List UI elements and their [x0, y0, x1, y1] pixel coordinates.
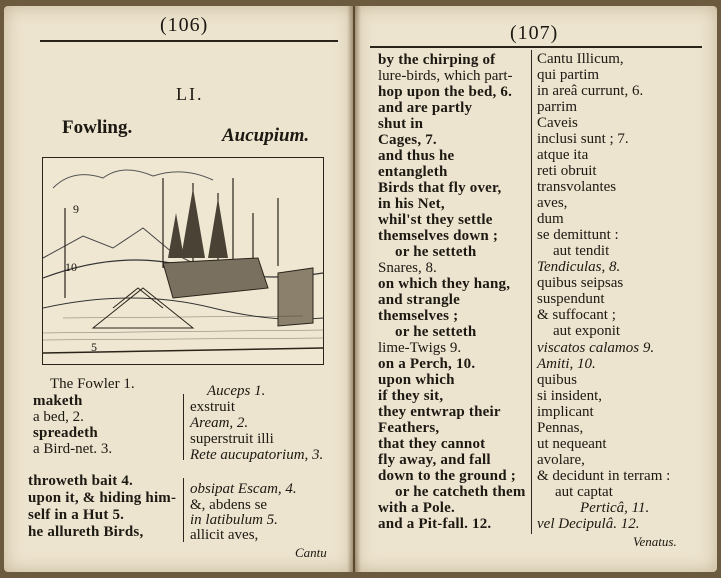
right-la-line-7: atque ita: [537, 147, 589, 163]
right-en-line-22: if they sit,: [378, 388, 444, 404]
left-la-line-9: allicit aves,: [190, 527, 259, 543]
left-en-line-7: upon it, & hiding him-: [28, 490, 177, 506]
right-la-line-3: in areâ currunt, 6.: [537, 83, 644, 99]
right-en-line-10: in his Net,: [378, 196, 445, 212]
right-la-line-16: suspendunt: [537, 291, 605, 307]
right-en-line-6: Cages, 7.: [378, 132, 437, 148]
right-en-line-7: and thus he: [378, 148, 455, 164]
fowling-woodcut-illustration: [42, 157, 324, 365]
left-la-line-8: in latibulum 5.: [190, 512, 278, 528]
right-la-line-24: Pennas,: [537, 420, 584, 436]
right-la-line-27: & decidunt in terram :: [537, 468, 671, 484]
right-la-line-23: implicant: [537, 404, 594, 420]
left-header-rule: [40, 40, 338, 42]
right-la-line-30: vel Decipulâ. 12.: [537, 516, 640, 532]
right-en-line-2: lure-birds, which part-: [378, 68, 513, 84]
right-la-line-20: Amiti, 10.: [537, 356, 596, 372]
right-page-number: (107): [510, 22, 559, 44]
left-column-divider-lower: [183, 478, 184, 542]
right-en-line-27: down to the ground ;: [378, 468, 516, 484]
right-en-line-26: fly away, and fall: [378, 452, 491, 468]
left-la-line-5: Rete aucupatorium, 3.: [190, 447, 324, 463]
left-la-line-7: &, abdens se: [190, 497, 268, 513]
right-en-line-21: upon which: [378, 372, 455, 388]
left-la-line-1: Auceps 1.: [207, 383, 266, 399]
right-en-line-24: Feathers,: [378, 420, 440, 436]
right-la-line-4: parrim: [537, 99, 577, 115]
right-la-line-22: si insident,: [537, 388, 603, 404]
left-page-number: (106): [160, 14, 209, 36]
left-la-line-3: Aream, 2.: [190, 415, 249, 431]
right-la-line-5: Caveis: [537, 115, 578, 131]
right-la-line-26: avolare,: [537, 452, 585, 468]
figure-label-10: 10: [65, 260, 77, 274]
right-en-line-3: hop upon the bed, 6.: [378, 84, 513, 100]
woodcut-engraving: [43, 158, 323, 364]
right-en-line-20: on a Perch, 10.: [378, 356, 476, 372]
left-en-line-1: The Fowler 1.: [50, 376, 135, 392]
right-en-line-23: they entwrap their: [378, 404, 501, 420]
right-la-line-15: quibus seipsas: [537, 275, 624, 291]
right-en-line-30: and a Pit-fall. 12.: [378, 516, 492, 532]
book-gutter: [347, 6, 361, 572]
left-column-divider-upper: [183, 394, 184, 460]
title-english: Fowling.: [62, 117, 133, 138]
right-en-line-19: lime-Twigs 9.: [378, 340, 462, 356]
right-en-line-8: entangleth: [378, 164, 448, 180]
left-en-line-9: he allureth Birds,: [28, 524, 144, 540]
right-la-line-9: transvolantes: [537, 179, 617, 195]
figure-label-9: 9: [73, 202, 79, 216]
right-en-line-17: themselves ;: [378, 308, 459, 324]
right-la-line-28: aut captat: [555, 484, 613, 500]
left-en-line-4: spreadeth: [33, 425, 98, 441]
right-en-line-29: with a Pole.: [378, 500, 455, 516]
right-en-line-25: that they cannot: [378, 436, 486, 452]
left-en-line-8: self in a Hut 5.: [28, 507, 125, 523]
right-la-line-8: reti obruit: [537, 163, 597, 179]
title-latin: Aucupium.: [222, 125, 310, 146]
right-la-line-25: ut nequeant: [537, 436, 607, 452]
right-la-line-12: se demittunt :: [537, 227, 619, 243]
right-la-line-17: & suffocant ;: [537, 307, 616, 323]
right-la-line-11: dum: [537, 211, 564, 227]
left-la-line-4: superstruit illi: [190, 431, 274, 447]
right-la-line-2: qui partim: [537, 67, 600, 83]
right-la-line-10: aves,: [537, 195, 568, 211]
lesson-number: LI.: [176, 84, 204, 104]
right-en-line-14: Snares, 8.: [378, 260, 437, 276]
left-en-line-3: a bed, 2.: [33, 409, 84, 425]
right-en-line-28: or he catcheth them: [395, 484, 526, 500]
right-la-line-14: Tendiculas, 8.: [537, 259, 621, 275]
right-en-line-13: or he setteth: [395, 244, 477, 260]
right-catchword: Venatus.: [633, 534, 677, 549]
left-catchword: Cantu: [295, 545, 327, 560]
right-la-line-19: viscatos calamos 9.: [537, 340, 655, 356]
right-en-line-1: by the chirping of: [378, 52, 496, 68]
right-en-line-12: themselves down ;: [378, 228, 499, 244]
right-la-line-13: aut tendit: [553, 243, 610, 259]
left-en-line-6: throweth bait 4.: [28, 473, 134, 489]
right-en-line-5: shut in: [378, 116, 424, 132]
right-header-rule: [370, 46, 702, 48]
left-la-line-6: obsipat Escam, 4.: [190, 481, 297, 497]
right-la-line-29: Perticâ, 11.: [580, 500, 650, 516]
right-la-line-21: quibus: [537, 372, 578, 388]
right-en-line-11: whil'st they settle: [378, 212, 493, 228]
right-la-line-18: aut exponit: [553, 323, 621, 339]
left-en-line-2: maketh: [33, 393, 83, 409]
right-en-line-15: on which they hang,: [378, 276, 511, 292]
right-en-line-4: and are partly: [378, 100, 473, 116]
left-la-line-2: exstruit: [190, 399, 235, 415]
right-la-line-6: inclusi sunt ; 7.: [537, 131, 629, 147]
right-en-line-16: and strangle: [378, 292, 460, 308]
right-en-line-18: or he setteth: [395, 324, 477, 340]
left-en-line-5: a Bird-net. 3.: [33, 441, 113, 457]
figure-label-5: 5: [91, 340, 97, 354]
right-en-line-9: Birds that fly over,: [378, 180, 502, 196]
right-la-line-1: Cantu Illicum,: [537, 51, 624, 67]
right-column-divider: [531, 50, 532, 534]
